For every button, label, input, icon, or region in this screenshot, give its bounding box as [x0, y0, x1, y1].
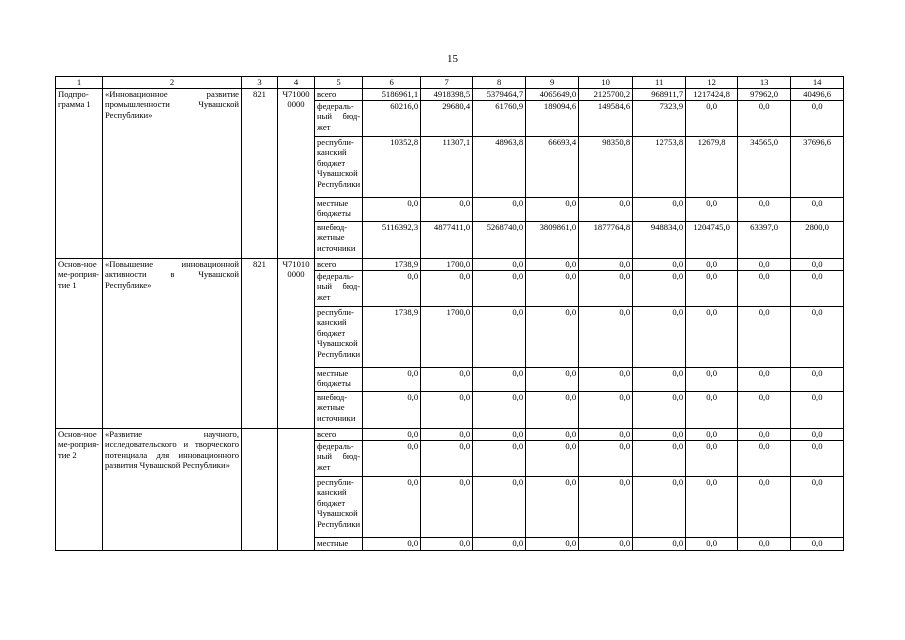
- amount-cell: 0,0: [579, 538, 633, 551]
- amount-cell: 968911,7: [633, 89, 686, 101]
- amount-cell: 0,0: [686, 538, 738, 551]
- budget-table: [55, 76, 844, 551]
- amount-cell: 0,0: [526, 538, 579, 551]
- table-row: [56, 259, 844, 271]
- amount-cell: 0,0: [526, 271, 579, 307]
- amount-cell: 0,0: [526, 368, 579, 392]
- amount-cell: 0,0: [791, 198, 844, 222]
- amount-cell: 0,0: [791, 477, 844, 538]
- amount-cell: 0,0: [363, 392, 421, 429]
- amount-cell: 0,0: [473, 198, 526, 222]
- page-number: 15: [447, 53, 458, 65]
- amount-cell: 189094,6: [526, 101, 579, 137]
- amount-cell: 0,0: [686, 392, 738, 429]
- program-title: «Инновационное развитие промышленности Чувашской Республики»: [103, 89, 242, 259]
- amount-cell: 0,0: [738, 429, 791, 441]
- amount-cell: 0,0: [686, 368, 738, 392]
- amount-cell: 0,0: [579, 307, 633, 368]
- amount-cell: 0,0: [421, 368, 473, 392]
- amount-cell: 0,0: [526, 392, 579, 429]
- amount-cell: 0,0: [579, 392, 633, 429]
- amount-cell: 0,0: [473, 307, 526, 368]
- amount-cell: 0,0: [421, 429, 473, 441]
- column-number-row: [56, 77, 844, 89]
- amount-cell: 63397,0: [738, 222, 791, 259]
- amount-cell: 0,0: [363, 271, 421, 307]
- column-header: 2: [103, 77, 242, 89]
- amount-cell: 0,0: [473, 538, 526, 551]
- column-header: 14: [791, 77, 844, 89]
- amount-cell: 0,0: [526, 198, 579, 222]
- amount-cell: 0,0: [686, 271, 738, 307]
- amount-cell: 12753,8: [633, 137, 686, 198]
- amount-cell: 0,0: [738, 441, 791, 477]
- funding-source: местные бюджеты: [315, 368, 363, 392]
- amount-cell: 0,0: [579, 259, 633, 271]
- column-header: 9: [526, 77, 579, 89]
- amount-cell: 61760,9: [473, 101, 526, 137]
- amount-cell: 0,0: [579, 477, 633, 538]
- funding-source: федераль-ный бюд-жет: [315, 271, 363, 307]
- amount-cell: 0,0: [473, 259, 526, 271]
- amount-cell: 0,0: [738, 368, 791, 392]
- amount-cell: 0,0: [738, 477, 791, 538]
- amount-cell: 11307,1: [421, 137, 473, 198]
- amount-cell: 5379464,7: [473, 89, 526, 101]
- amount-cell: 0,0: [363, 429, 421, 441]
- amount-cell: 0,0: [526, 477, 579, 538]
- amount-cell: 1700,0: [421, 307, 473, 368]
- amount-cell: 948834,0: [633, 222, 686, 259]
- amount-cell: 0,0: [526, 259, 579, 271]
- column-header: 13: [738, 77, 791, 89]
- funding-source: всего: [315, 259, 363, 271]
- budget-classification-code: [278, 429, 315, 551]
- table-row: [56, 89, 844, 101]
- amount-cell: 0,0: [633, 368, 686, 392]
- column-header: 4: [278, 77, 315, 89]
- amount-cell: 0,0: [633, 538, 686, 551]
- amount-cell: 66693,4: [526, 137, 579, 198]
- program-name: Основ-ное ме-роприя-тие 2: [56, 429, 103, 551]
- amount-cell: 0,0: [473, 429, 526, 441]
- amount-cell: 4918398,5: [421, 89, 473, 101]
- amount-cell: 5186961,1: [363, 89, 421, 101]
- amount-cell: 0,0: [791, 101, 844, 137]
- amount-cell: 0,0: [686, 101, 738, 137]
- amount-cell: 0,0: [363, 368, 421, 392]
- grbs-code: 821: [242, 89, 278, 259]
- column-header: 8: [473, 77, 526, 89]
- amount-cell: 7323,9: [633, 101, 686, 137]
- amount-cell: 0,0: [791, 392, 844, 429]
- amount-cell: 97962,0: [738, 89, 791, 101]
- amount-cell: 0,0: [738, 271, 791, 307]
- amount-cell: 0,0: [633, 271, 686, 307]
- amount-cell: 0,0: [791, 441, 844, 477]
- amount-cell: 37696,6: [791, 137, 844, 198]
- funding-source: федераль-ный бюд-жет: [315, 441, 363, 477]
- amount-cell: 4065649,0: [526, 89, 579, 101]
- amount-cell: 0,0: [363, 477, 421, 538]
- amount-cell: 0,0: [421, 477, 473, 538]
- amount-cell: 10352,8: [363, 137, 421, 198]
- program-name: Подпро-грамма 1: [56, 89, 103, 259]
- amount-cell: 0,0: [633, 477, 686, 538]
- amount-cell: 1204745,0: [686, 222, 738, 259]
- amount-cell: 0,0: [633, 441, 686, 477]
- amount-cell: 60216,0: [363, 101, 421, 137]
- amount-cell: 149584,6: [579, 101, 633, 137]
- amount-cell: 2800,0: [791, 222, 844, 259]
- amount-cell: 0,0: [579, 198, 633, 222]
- amount-cell: 0,0: [791, 307, 844, 368]
- amount-cell: 0,0: [633, 429, 686, 441]
- amount-cell: 0,0: [686, 477, 738, 538]
- amount-cell: 0,0: [473, 392, 526, 429]
- table-row: [56, 429, 844, 441]
- amount-cell: 0,0: [738, 538, 791, 551]
- funding-source: всего: [315, 429, 363, 441]
- column-header: 11: [633, 77, 686, 89]
- amount-cell: 0,0: [686, 198, 738, 222]
- amount-cell: 0,0: [363, 198, 421, 222]
- amount-cell: 0,0: [633, 392, 686, 429]
- amount-cell: 12679,8: [686, 137, 738, 198]
- amount-cell: 0,0: [421, 441, 473, 477]
- grbs-code: [242, 429, 278, 551]
- column-header: 5: [315, 77, 363, 89]
- grbs-code: 821: [242, 259, 278, 429]
- amount-cell: 0,0: [363, 441, 421, 477]
- amount-cell: 0,0: [686, 429, 738, 441]
- amount-cell: 29680,4: [421, 101, 473, 137]
- amount-cell: 0,0: [421, 538, 473, 551]
- funding-source: республи-канский бюджет Чувашской Республики: [315, 477, 363, 538]
- amount-cell: 1700,0: [421, 259, 473, 271]
- amount-cell: 0,0: [791, 429, 844, 441]
- column-header: 7: [421, 77, 473, 89]
- amount-cell: 0,0: [633, 259, 686, 271]
- amount-cell: 0,0: [791, 259, 844, 271]
- amount-cell: 4877411,0: [421, 222, 473, 259]
- funding-source: всего: [315, 89, 363, 101]
- funding-source: республи-канский бюджет Чувашской Республики: [315, 137, 363, 198]
- amount-cell: 0,0: [579, 441, 633, 477]
- budget-classification-code: Ч71000 0000: [278, 89, 315, 259]
- amount-cell: 40496,6: [791, 89, 844, 101]
- amount-cell: 1217424,8: [686, 89, 738, 101]
- amount-cell: 3809861,0: [526, 222, 579, 259]
- amount-cell: 0,0: [526, 429, 579, 441]
- column-header: 10: [579, 77, 633, 89]
- amount-cell: 0,0: [473, 441, 526, 477]
- column-header: 12: [686, 77, 738, 89]
- amount-cell: 0,0: [363, 538, 421, 551]
- column-header: 1: [56, 77, 103, 89]
- amount-cell: 2125700,2: [579, 89, 633, 101]
- funding-source: федераль-ный бюд-жет: [315, 101, 363, 137]
- funding-source: местные бюджеты: [315, 198, 363, 222]
- amount-cell: 0,0: [791, 538, 844, 551]
- amount-cell: 0,0: [421, 271, 473, 307]
- amount-cell: 48963,8: [473, 137, 526, 198]
- amount-cell: 0,0: [473, 477, 526, 538]
- column-header: 6: [363, 77, 421, 89]
- amount-cell: 0,0: [526, 307, 579, 368]
- amount-cell: 0,0: [738, 259, 791, 271]
- amount-cell: 0,0: [686, 307, 738, 368]
- budget-classification-code: Ч71010 0000: [278, 259, 315, 429]
- amount-cell: 0,0: [473, 271, 526, 307]
- column-header: 3: [242, 77, 278, 89]
- amount-cell: 0,0: [421, 392, 473, 429]
- funding-source: внебюд-жетные источники: [315, 222, 363, 259]
- amount-cell: 0,0: [738, 101, 791, 137]
- amount-cell: 1877764,8: [579, 222, 633, 259]
- amount-cell: 34565,0: [738, 137, 791, 198]
- amount-cell: 0,0: [633, 198, 686, 222]
- amount-cell: 0,0: [579, 271, 633, 307]
- amount-cell: 0,0: [633, 307, 686, 368]
- amount-cell: 0,0: [579, 368, 633, 392]
- amount-cell: 0,0: [526, 441, 579, 477]
- funding-source: республи-канский бюджет Чувашской Республики: [315, 307, 363, 368]
- amount-cell: 0,0: [686, 441, 738, 477]
- amount-cell: 0,0: [791, 271, 844, 307]
- amount-cell: 0,0: [738, 392, 791, 429]
- program-name: Основ-ное ме-роприя-тие 1: [56, 259, 103, 429]
- funding-source: внебюд-жетные источники: [315, 392, 363, 429]
- amount-cell: 1738,9: [363, 259, 421, 271]
- amount-cell: 0,0: [686, 259, 738, 271]
- amount-cell: 5268740,0: [473, 222, 526, 259]
- amount-cell: 0,0: [579, 429, 633, 441]
- funding-source: местные: [315, 538, 363, 551]
- amount-cell: 0,0: [473, 368, 526, 392]
- amount-cell: 1738,9: [363, 307, 421, 368]
- amount-cell: 0,0: [738, 307, 791, 368]
- amount-cell: 0,0: [738, 198, 791, 222]
- amount-cell: 5116392,3: [363, 222, 421, 259]
- amount-cell: 0,0: [421, 198, 473, 222]
- amount-cell: 0,0: [791, 368, 844, 392]
- amount-cell: 98350,8: [579, 137, 633, 198]
- program-title: «Повышение инновационной активности в Чувашской Республике»: [103, 259, 242, 429]
- program-title: «Развитие научного, исследовательского и творческого потенциала для инновационного развития Чувашской Республики»: [103, 429, 242, 551]
